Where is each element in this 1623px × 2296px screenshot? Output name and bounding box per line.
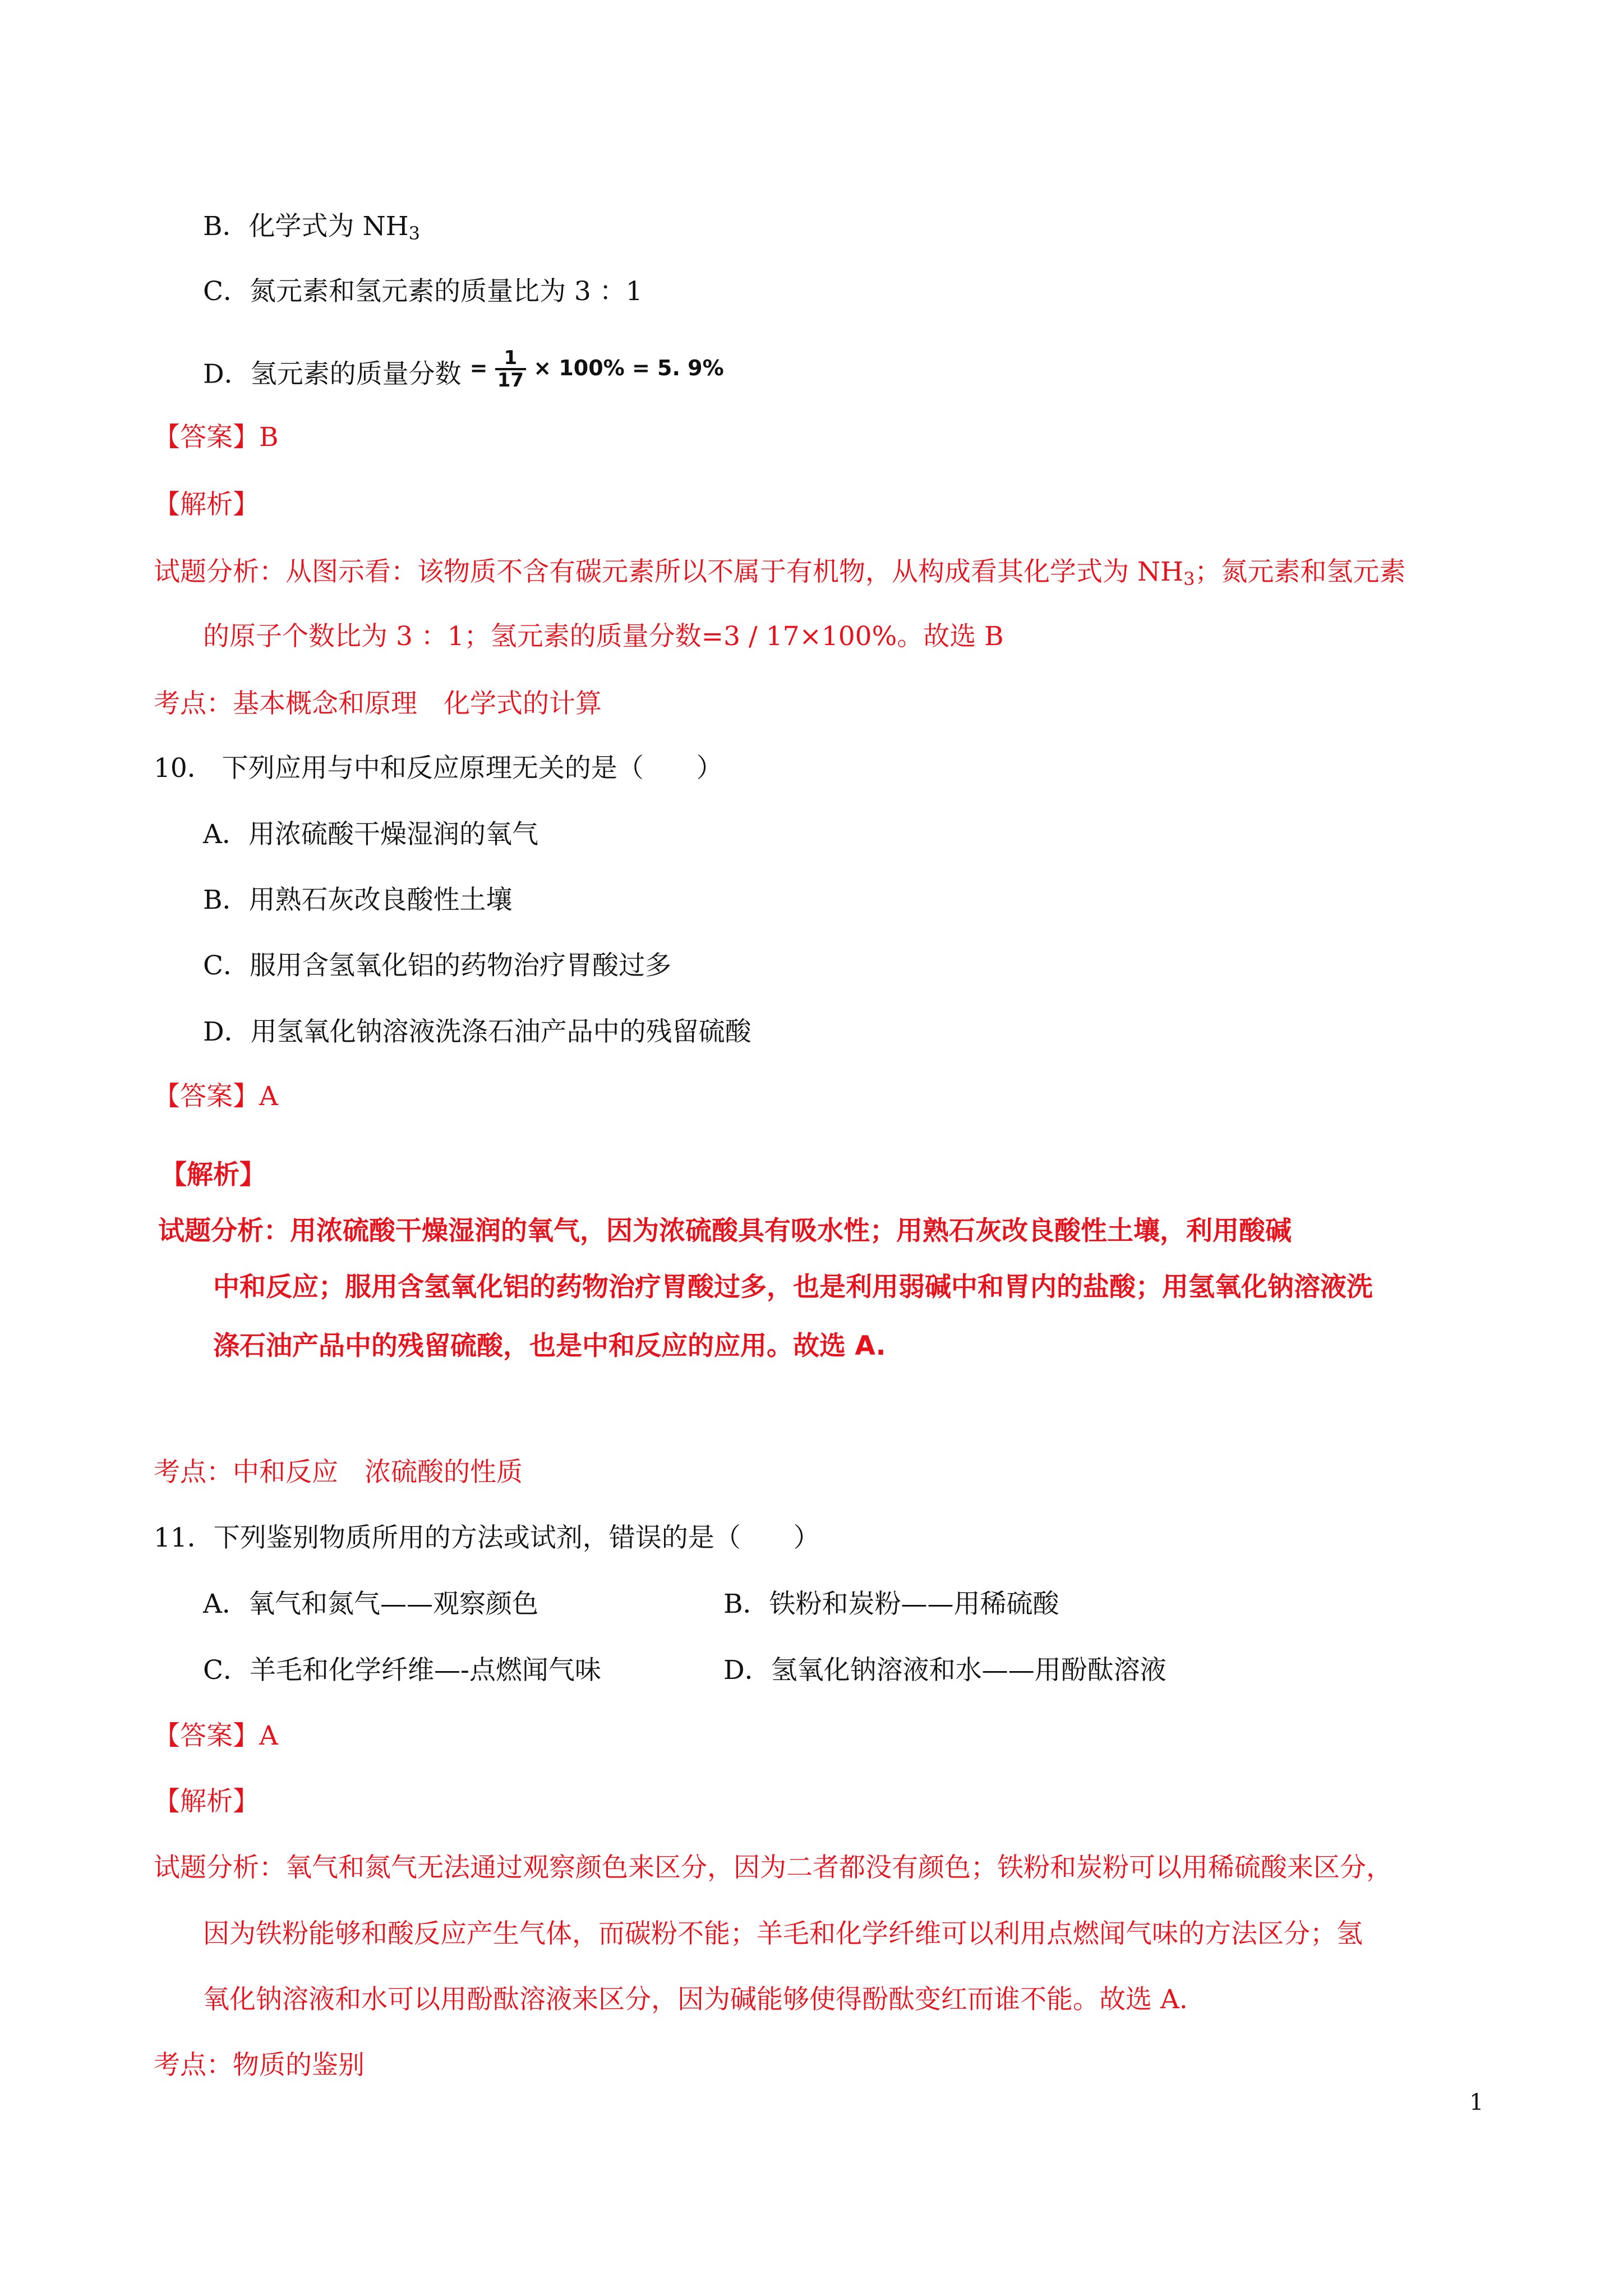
q11-option-a: A．氧气和氮气——观察颜色 bbox=[203, 1589, 538, 1619]
q9-option-b: B．化学式为 $NH_3$ bbox=[203, 211, 420, 244]
q11-option-b: B．铁粉和炭粉——用稀硫酸 bbox=[723, 1589, 1059, 1619]
q10-option-d: D．用氢氧化钠溶液洗涤石油产品中的残留硫酸 bbox=[203, 1016, 751, 1047]
q11-answer: 【答案】A bbox=[154, 1720, 278, 1751]
q10-analysis-line-3: 涤石油产品中的残留硫酸，也是中和反应的应用。故选 A. bbox=[213, 1331, 886, 1361]
q11-analysis-line-2: 因为铁粉能够和酸反应产生气体，而碳粉不能；羊毛和化学纤维可以利用点燃闻气味的方法区分；氢 bbox=[203, 1918, 1363, 1949]
q10-option-c: C．服用含氢氧化铝的药物治疗胃酸过多 bbox=[203, 950, 671, 981]
q10-option-b: B．用熟石灰改良酸性土壤 bbox=[203, 885, 513, 915]
q10-analysis-line-2: 中和反应；服用含氢氧化铝的药物治疗胃酸过多，也是利用弱碱中和胃内的盐酸；用氢氧化钠溶液洗 bbox=[213, 1272, 1373, 1303]
q11-kaodian: 考点：物质的鉴别 bbox=[154, 2050, 365, 2081]
q11-analysis-line-1: 试题分析：氧气和氮气无法通过观察颜色来区分，因为二者都没有颜色；铁粉和炭粉可以用稀硫酸来区分， bbox=[154, 1852, 1393, 1883]
q10-analysis-line-1: 试题分析：用浓硫酸干燥湿润的氧气，因为浓硫酸具有吸水性；用熟石灰改良酸性土壤，利用酸碱 bbox=[158, 1216, 1292, 1246]
q10-kaodian: 考点：中和反应 浓硫酸的性质 bbox=[154, 1457, 523, 1488]
mass-fraction-formula: = 1 17 × 100% = 5. 9% bbox=[469, 347, 724, 392]
q9-option-c: C．氮元素和氢元素的质量比为 3 ：1 bbox=[203, 276, 643, 307]
q10-question: 10． 下列应用与中和反应原理无关的是（ ） bbox=[154, 753, 723, 784]
q11-option-c: C．羊毛和化学纤维—-点燃闻气味 bbox=[203, 1655, 601, 1686]
q11-analysis-line-3: 氧化钠溶液和水可以用酚酞溶液来区分，因为碱能够使得酚酞变红而谁不能。故选 A. bbox=[203, 1984, 1188, 2015]
q9-kaodian: 考点：基本概念和原理 化学式的计算 bbox=[154, 688, 602, 719]
q9-option-d: D．氢元素的质量分数 $^{= \frac{1}{17} \times 100\% = 5. 9\%}$ bbox=[203, 347, 724, 392]
q11-question: 11．下列鉴别物质所用的方法或试剂，错误的是（ ） bbox=[154, 1522, 820, 1553]
page-number: 1 bbox=[1469, 2090, 1484, 2115]
q10-analysis-label: 【解析】 bbox=[160, 1159, 266, 1190]
q11-analysis-label: 【解析】 bbox=[154, 1786, 259, 1817]
q11-option-d: D．氢氧化钠溶液和水——用酚酞溶液 bbox=[723, 1655, 1166, 1686]
q10-option-a: A．用浓硫酸干燥湿润的氧气 bbox=[203, 819, 538, 850]
q9-analysis-label: 【解析】 bbox=[154, 489, 259, 520]
q9-analysis-line-1: 试题分析：从图示看：该物质不含有碳元素所以不属于有机物，从构成看其化学式为 $NH_3$；氮元素和氢元素 bbox=[154, 556, 1406, 590]
q9-analysis-line-2: 的原子个数比为 3 ：1；氢元素的质量分数=3 / 17×100%。故选 B bbox=[203, 621, 1004, 652]
q9-answer: 【答案】B bbox=[154, 422, 279, 453]
q10-answer: 【答案】A bbox=[154, 1081, 278, 1112]
